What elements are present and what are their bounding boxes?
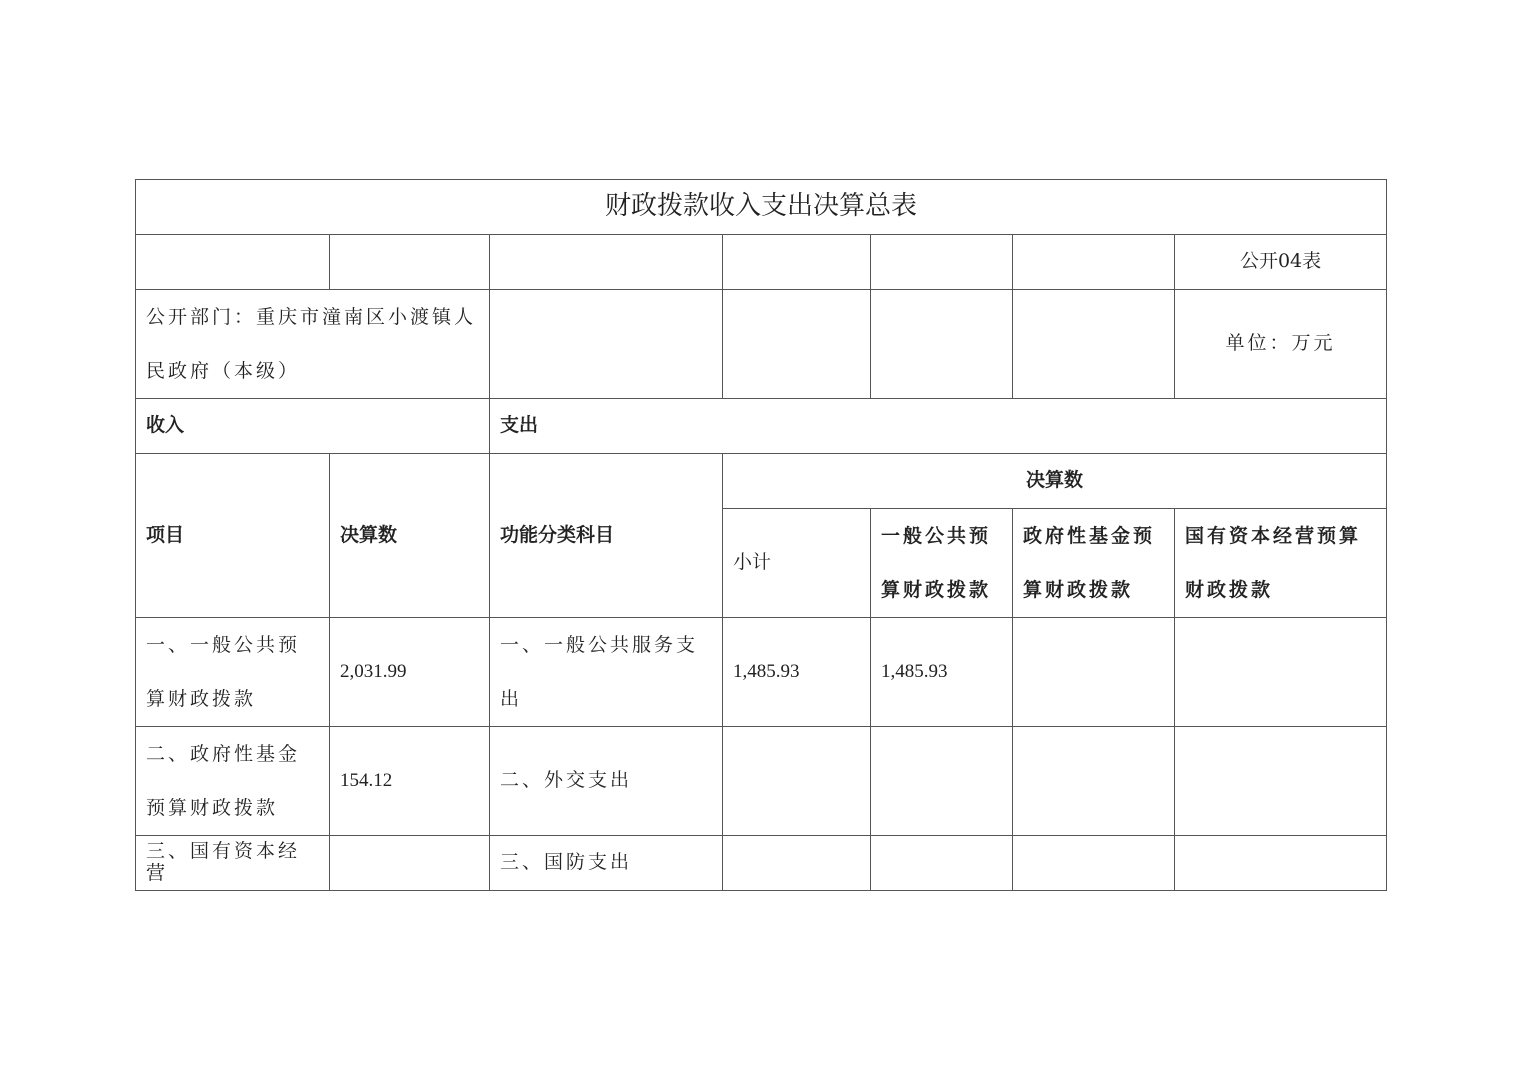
subtotal-value xyxy=(723,836,871,891)
header-gov-fund: 政府性基金预算财政拨款 xyxy=(1013,509,1175,618)
empty-cell xyxy=(136,235,330,290)
table-row xyxy=(136,727,1387,836)
empty-cell xyxy=(490,235,723,290)
header-state-capital: 国有资本经营预算财政拨款 xyxy=(1175,509,1387,618)
expense-item: 二、外交支出 xyxy=(490,727,723,836)
table-title: 财政拨款收入支出决算总表 xyxy=(136,180,1387,235)
general-budget-value xyxy=(871,836,1013,891)
empty-cell xyxy=(871,290,1013,399)
income-amount: 2,031.99 xyxy=(330,618,490,727)
general-budget-value: 1,485.93 xyxy=(871,618,1013,727)
general-budget-value xyxy=(871,727,1013,836)
department-label: 公开部门：重庆市潼南区小渡镇人民政府（本级） xyxy=(136,290,490,399)
header-final-amount: 决算数 xyxy=(330,454,490,618)
income-item: 一、一般公共预算财政拨款 xyxy=(136,618,330,727)
header-subtotal: 小计 xyxy=(723,509,871,618)
empty-cell xyxy=(330,235,490,290)
empty-cell xyxy=(723,235,871,290)
unit-label: 单位：万元 xyxy=(1175,290,1387,399)
table-number: 公开04表 xyxy=(1175,235,1387,290)
gov-fund-value xyxy=(1013,727,1175,836)
empty-cell xyxy=(1013,290,1175,399)
empty-cell xyxy=(490,290,723,399)
subtotal-value xyxy=(723,727,871,836)
empty-cell xyxy=(871,235,1013,290)
table-row xyxy=(136,618,1387,727)
income-amount: 154.12 xyxy=(330,727,490,836)
expense-item: 三、国防支出 xyxy=(490,836,723,891)
header-item: 项目 xyxy=(136,454,330,618)
empty-cell xyxy=(1013,235,1175,290)
income-item: 三、国有资本经营 xyxy=(136,836,330,891)
state-capital-value xyxy=(1175,836,1387,891)
gov-fund-value xyxy=(1013,618,1175,727)
income-header: 收入 xyxy=(136,399,490,454)
subtotal-value: 1,485.93 xyxy=(723,618,871,727)
gov-fund-value xyxy=(1013,836,1175,891)
expense-item: 一、一般公共服务支出 xyxy=(490,618,723,727)
state-capital-value xyxy=(1175,727,1387,836)
expense-header: 支出 xyxy=(490,399,1387,454)
header-general-budget: 一般公共预算财政拨款 xyxy=(871,509,1013,618)
header-function-category: 功能分类科目 xyxy=(490,454,723,618)
state-capital-value xyxy=(1175,618,1387,727)
income-amount xyxy=(330,836,490,891)
income-item: 二、政府性基金预算财政拨款 xyxy=(136,727,330,836)
fiscal-summary-table xyxy=(135,179,1387,891)
empty-cell xyxy=(723,290,871,399)
header-final-amount-group: 决算数 xyxy=(723,454,1387,509)
table-row xyxy=(136,836,1387,891)
